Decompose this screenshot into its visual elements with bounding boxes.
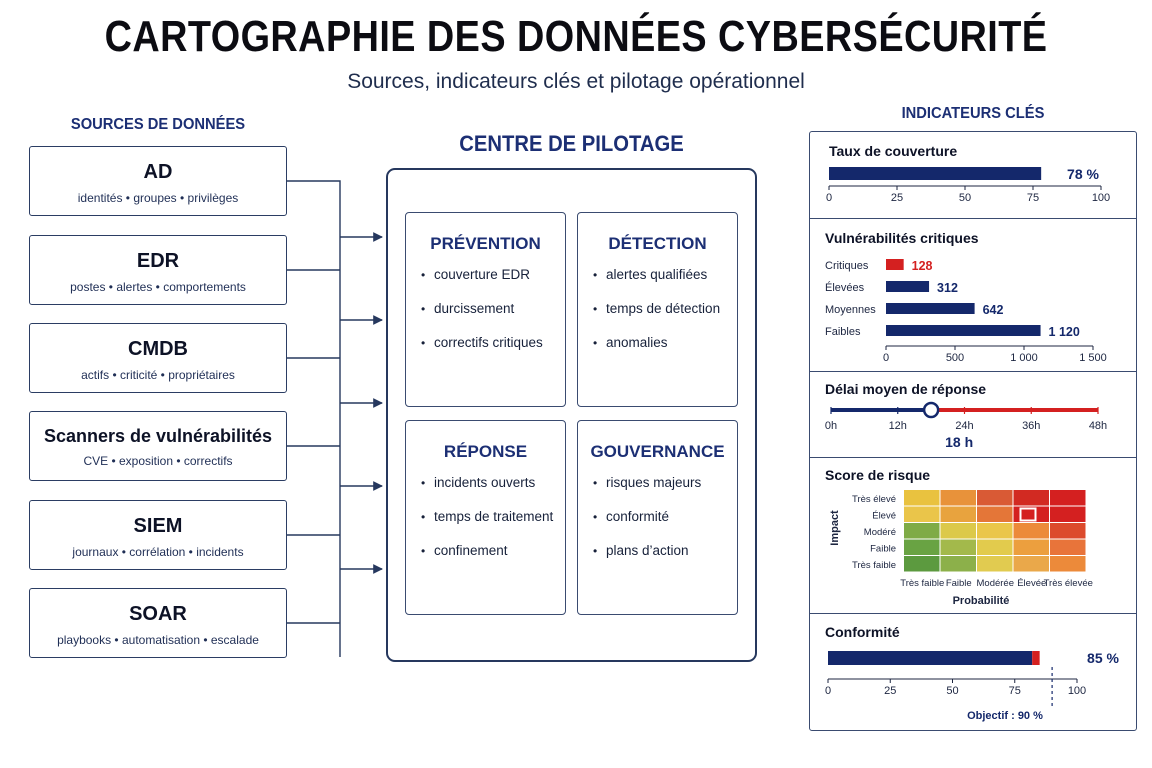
compliance-tick-label: 0 [824, 685, 832, 697]
vuln-value-label: 1 120 [1048, 325, 1080, 339]
risk-cell [977, 556, 1013, 572]
compliance-bar-gap [1032, 651, 1039, 665]
risk-cell [1014, 556, 1050, 572]
coverage-tick-label: 0 [825, 192, 833, 204]
vuln-value-label: 642 [982, 303, 1004, 317]
source-details: actifs • criticité • propriétaires [81, 368, 235, 382]
kpi-title: INDICATEURS CLÉS [901, 105, 1045, 122]
quadrant-item: • incidents ouverts [421, 475, 565, 509]
risk-cell [1050, 540, 1086, 556]
response-tick-label: 48h [1088, 420, 1108, 432]
vuln-bar [886, 259, 904, 270]
quadrant-item: • temps de traitement [421, 509, 565, 543]
source-details: identités • groupes • privilèges [77, 191, 239, 205]
risk-cell [904, 507, 940, 523]
risk-x-axis-label: Probabilité [952, 595, 1010, 607]
risk-cell [1014, 490, 1050, 506]
quadrant-item: • correctifs critiques [421, 335, 565, 369]
source-details: CVE • exposition • correctifs [83, 454, 233, 468]
vuln-bar [886, 281, 929, 292]
source-name: AD [143, 161, 173, 183]
quadrant-item: • anomalies [593, 335, 737, 369]
risk-cell [977, 540, 1013, 556]
coverage-tick-label: 75 [1026, 192, 1040, 204]
risk-cell [977, 490, 1013, 506]
source-name: SOAR [129, 603, 187, 625]
compliance-title: Conformité [825, 624, 900, 640]
vulns-tick-label: 1 000 [1010, 352, 1038, 364]
quadrant-item: • temps de détection [593, 301, 737, 335]
vulns-title: Vulnérabilités critiques [825, 230, 979, 246]
vulns-tick-label: 1 500 [1079, 352, 1107, 364]
risk-title: Score de risque [825, 467, 931, 483]
response-value-label: 18 h [945, 434, 974, 450]
quadrant-item: • couverture EDR [421, 267, 565, 301]
risk-cell [904, 523, 940, 539]
compliance-tick-label: 75 [1008, 685, 1021, 697]
risk-row-label: Élevé [872, 510, 896, 522]
response-tick-label: 24h [955, 420, 974, 432]
source-name: CMDB [128, 338, 188, 360]
vuln-bar [886, 303, 975, 314]
source-details: postes • alertes • comportements [70, 280, 246, 294]
response-tick-label: 0h [824, 420, 838, 432]
risk-row-label: Très faible [852, 560, 896, 571]
coverage-tick-label: 50 [958, 192, 972, 204]
coverage-tick-label: 100 [1091, 192, 1111, 204]
quadrant-title: RÉPONSE [443, 442, 528, 461]
vuln-category-label: Faibles [825, 326, 861, 338]
quadrant-item: • confinement [421, 543, 565, 577]
coverage-value-label: 78 % [1067, 166, 1099, 182]
risk-cell [977, 507, 1013, 523]
center-title: CENTRE DE PILOTAGE [459, 131, 684, 156]
coverage-tick-label: 25 [890, 192, 904, 204]
source-details: journaux • corrélation • incidents [72, 545, 244, 559]
quadrant-title: PRÉVENTION [430, 234, 541, 253]
quadrant-title: DÉTECTION [608, 234, 707, 253]
risk-cell [1050, 507, 1086, 523]
risk-cell [941, 523, 977, 539]
response-tick-label: 36h [1022, 420, 1041, 432]
risk-cell [977, 523, 1013, 539]
risk-cell [941, 507, 977, 523]
coverage-bar [829, 167, 1041, 180]
risk-row-label: Très élevé [852, 494, 896, 505]
source-name: SIEM [133, 515, 183, 537]
quadrant-title: GOUVERNANCE [590, 442, 725, 461]
risk-cell [941, 540, 977, 556]
vuln-category-label: Moyennes [825, 304, 876, 316]
risk-col-label: Élevée [1017, 578, 1047, 589]
vuln-category-label: Élevées [825, 282, 865, 294]
risk-cell [1014, 523, 1050, 539]
risk-cell [1014, 540, 1050, 556]
vuln-value-label: 128 [911, 259, 933, 273]
page-subtitle: Sources, indicateurs clés et pilotage opérationnel [347, 70, 805, 93]
quadrant-item: • durcissement [421, 301, 565, 335]
risk-col-label: Très élevée [1043, 578, 1093, 589]
vulns-tick-label: 500 [945, 352, 965, 364]
compliance-value-label: 85 % [1087, 650, 1119, 666]
response-thumb [924, 403, 938, 417]
risk-cell [904, 490, 940, 506]
risk-cell [1050, 523, 1086, 539]
quadrant-item: • plans d’action [593, 543, 737, 577]
quadrant-item: • risques majeurs [593, 475, 737, 509]
source-name: Scanners de vulnérabilités [43, 426, 273, 446]
compliance-target-label: Objectif : 90 % [967, 710, 1043, 722]
risk-row-label: Faible [870, 543, 896, 555]
risk-cell [1050, 556, 1086, 572]
source-name: EDR [136, 250, 180, 272]
compliance-tick-label: 50 [946, 685, 959, 697]
risk-cell [941, 490, 977, 506]
vulns-tick-label: 0 [882, 352, 890, 364]
page-title: CARTOGRAPHIE DES DONNÉES CYBERSÉCURITÉ [104, 12, 1048, 61]
vuln-category-label: Critiques [825, 260, 869, 272]
response-title: Délai moyen de réponse [825, 381, 987, 397]
quadrant-item: • alertes qualifiées [593, 267, 737, 301]
compliance-tick-label: 100 [1067, 685, 1087, 697]
risk-cell [1050, 490, 1086, 506]
risk-cell [904, 556, 940, 572]
response-tick-label: 12h [888, 420, 907, 432]
vuln-value-label: 312 [937, 281, 958, 295]
risk-col-label: Faible [945, 578, 972, 589]
quadrant-item: • conformité [593, 509, 737, 543]
risk-row-label: Modéré [863, 527, 896, 538]
compliance-bar [828, 651, 1032, 665]
risk-cell [941, 556, 977, 572]
risk-cell [904, 540, 940, 556]
sources-title: SOURCES DE DONNÉES [70, 116, 246, 133]
source-details: playbooks • automatisation • escalade [57, 633, 259, 647]
vuln-bar [886, 325, 1041, 336]
coverage-title: Taux de couverture [829, 143, 958, 159]
risk-y-axis-label: Impact [829, 510, 841, 546]
compliance-tick-label: 25 [884, 685, 897, 697]
risk-col-label: Très faible [900, 578, 945, 589]
risk-col-label: Modérée [976, 578, 1014, 589]
